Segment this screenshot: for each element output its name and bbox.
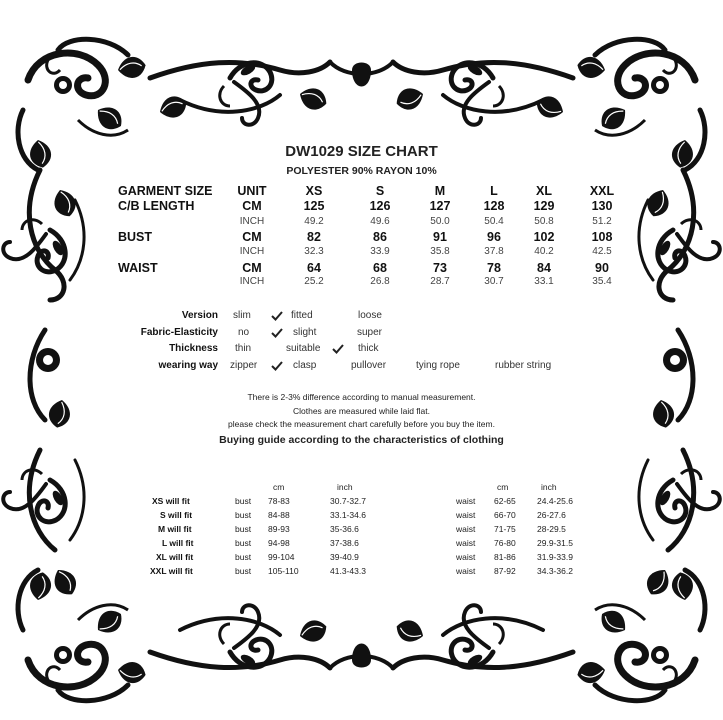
waist-inch-header: inch	[541, 482, 557, 492]
waist-cm: 62-65	[494, 496, 516, 506]
wearing-option-pullover: pullover	[351, 360, 387, 371]
wearing-option-tying-rope: tying rope	[416, 360, 460, 371]
table-cell: 33.1	[534, 276, 554, 287]
waist-cm-header: cm	[497, 482, 509, 492]
inch-unit: INCH	[239, 276, 265, 287]
table-cell: 127	[429, 199, 451, 213]
table-cell: 50.4	[484, 216, 504, 227]
checkmark-icon	[271, 310, 283, 322]
bust-label: bust	[235, 510, 252, 520]
waist-inch: 29.9-31.5	[537, 538, 573, 548]
table-cell: 78	[487, 261, 501, 275]
bust-inch-header: inch	[337, 482, 353, 492]
table-cell: 35.4	[592, 276, 612, 287]
table-cell: 129	[533, 199, 555, 213]
inch-unit: INCH	[239, 216, 265, 227]
cm-unit: CM	[242, 230, 262, 244]
size-header-xl: XL	[536, 184, 552, 198]
size-header-s: S	[375, 184, 385, 198]
table-cell: 96	[487, 230, 501, 244]
table-cell: 86	[373, 230, 387, 244]
chart-subtitle: POLYESTER 90% RAYON 10%	[286, 165, 437, 177]
bust-cm: 99-104	[268, 552, 295, 562]
version-option-loose: loose	[358, 310, 382, 321]
table-cell: 125	[303, 199, 325, 213]
version-option-fitted: fitted	[291, 310, 313, 321]
fabric-elasticity-label: Fabric-Elasticity	[140, 327, 218, 338]
bust-label: bust	[235, 552, 252, 562]
table-cell: 126	[369, 199, 391, 213]
thickness-option-thin: thin	[235, 343, 252, 354]
bust-cm: 89-93	[268, 524, 290, 534]
thickness-label: Thickness	[169, 343, 218, 354]
waist-inch: 26-27.6	[537, 510, 566, 520]
waist-inch: 31.9-33.9	[537, 552, 573, 562]
note-line: Clothes are measured while laid flat.	[292, 406, 430, 416]
bust-inch: 39-40.9	[330, 552, 359, 562]
fit-label: M will fit	[158, 524, 192, 534]
cm-unit: CM	[242, 199, 262, 213]
table-cell: 50.0	[430, 216, 450, 227]
table-cell: 30.7	[484, 276, 504, 287]
inch-unit: INCH	[239, 246, 265, 257]
checkmark-icon	[271, 360, 283, 372]
unit-header: UNIT	[237, 184, 267, 198]
waist-label: waist	[456, 510, 476, 520]
wearing-way-label: wearing way	[158, 360, 218, 371]
table-cell: 37.8	[484, 246, 504, 257]
waist-label: waist	[456, 552, 476, 562]
bust-cm: 84-88	[268, 510, 290, 520]
table-cell: 49.6	[370, 216, 390, 227]
fit-label: S will fit	[160, 510, 193, 520]
bust-cm-header: cm	[273, 482, 285, 492]
waist-cm: 87-92	[494, 566, 516, 576]
checkmark-icon	[271, 327, 283, 339]
table-cell: 28.7	[430, 276, 450, 287]
bust-inch: 35-36.6	[330, 524, 359, 534]
waist-cm: 71-75	[494, 524, 516, 534]
waist-label: waist	[456, 496, 476, 506]
table-cell: 51.2	[592, 216, 612, 227]
table-cell: 35.8	[430, 246, 450, 257]
waist-inch: 28-29.5	[537, 524, 566, 534]
wearing-option-clasp: clasp	[293, 360, 317, 371]
waist-cm: 81-86	[494, 552, 516, 562]
waist-cm: 76-80	[494, 538, 516, 548]
thickness-option-thick: thick	[358, 343, 379, 354]
bust-inch: 33.1-34.6	[330, 510, 366, 520]
bust-cm: 105-110	[268, 566, 299, 576]
bust-label: bust	[235, 566, 252, 576]
table-cell: 90	[595, 261, 609, 275]
bust-cm: 78-83	[268, 496, 290, 506]
table-cell: 68	[373, 261, 387, 275]
waist-inch: 24.4-25.6	[537, 496, 573, 506]
size-header-m: M	[434, 184, 446, 198]
waist-label: waist	[456, 538, 476, 548]
table-cell: 130	[591, 199, 613, 213]
bust-inch: 41.3-43.3	[330, 566, 366, 576]
table-cell: 50.8	[534, 216, 554, 227]
table-cell: 32.3	[304, 246, 324, 257]
table-cell: 73	[433, 261, 447, 275]
waist-inch: 34.3-36.2	[537, 566, 573, 576]
note-line: There is 2-3% difference according to manual measurement.	[247, 392, 476, 402]
table-cell: 102	[533, 230, 555, 244]
table-cell: 128	[483, 199, 505, 213]
table-cell: 42.5	[592, 246, 612, 257]
version-label: Version	[181, 310, 218, 321]
table-cell: 91	[433, 230, 447, 244]
bust-label: bust	[235, 496, 252, 506]
cm-unit: CM	[242, 261, 262, 275]
waist-label: waist	[456, 524, 476, 534]
bust-label: bust	[235, 538, 252, 548]
table-cell: 25.2	[304, 276, 324, 287]
row-label-cb-length: C/B LENGTH	[118, 199, 195, 213]
table-cell: 84	[537, 261, 551, 275]
size-header-xs: XS	[305, 184, 323, 198]
fit-label: XL will fit	[156, 552, 194, 562]
note-line: please check the measurement chart carefully before you buy the item.	[228, 419, 495, 429]
bust-cm: 94-98	[268, 538, 290, 548]
table-cell: 26.8	[370, 276, 390, 287]
buying-guide-title: Buying guide according to the characteristics of clothing	[219, 434, 504, 446]
fit-label: L will fit	[162, 538, 194, 548]
size-header-l: L	[490, 184, 498, 198]
table-cell: 108	[591, 230, 613, 244]
table-cell: 33.9	[370, 246, 390, 257]
size-header-xxl: XXL	[589, 184, 615, 198]
bust-label: bust	[235, 524, 252, 534]
elasticity-option-super: super	[357, 327, 383, 338]
version-option-slim: slim	[233, 310, 251, 321]
elasticity-option-slight: slight	[293, 327, 317, 338]
table-cell: 82	[307, 230, 321, 244]
garment-size-header: GARMENT SIZE	[118, 184, 213, 198]
waist-cm: 66-70	[494, 510, 516, 520]
table-cell: 64	[307, 261, 321, 275]
table-cell: 40.2	[534, 246, 554, 257]
table-cell: 49.2	[304, 216, 324, 227]
fit-label: XXL will fit	[150, 566, 193, 576]
chart-title: DW1029 SIZE CHART	[285, 143, 438, 160]
elasticity-option-no: no	[238, 327, 250, 338]
waist-label: waist	[456, 566, 476, 576]
thickness-option-suitable: suitable	[286, 343, 321, 354]
checkmark-icon	[332, 343, 344, 355]
wearing-option-rubber-string: rubber string	[495, 360, 552, 371]
wearing-option-zipper: zipper	[230, 360, 258, 371]
row-label-bust: BUST	[118, 230, 153, 244]
row-label-waist: WAIST	[118, 261, 158, 275]
bust-inch: 37-38.6	[330, 538, 359, 548]
fit-label: XS will fit	[152, 496, 190, 506]
bust-inch: 30.7-32.7	[330, 496, 366, 506]
